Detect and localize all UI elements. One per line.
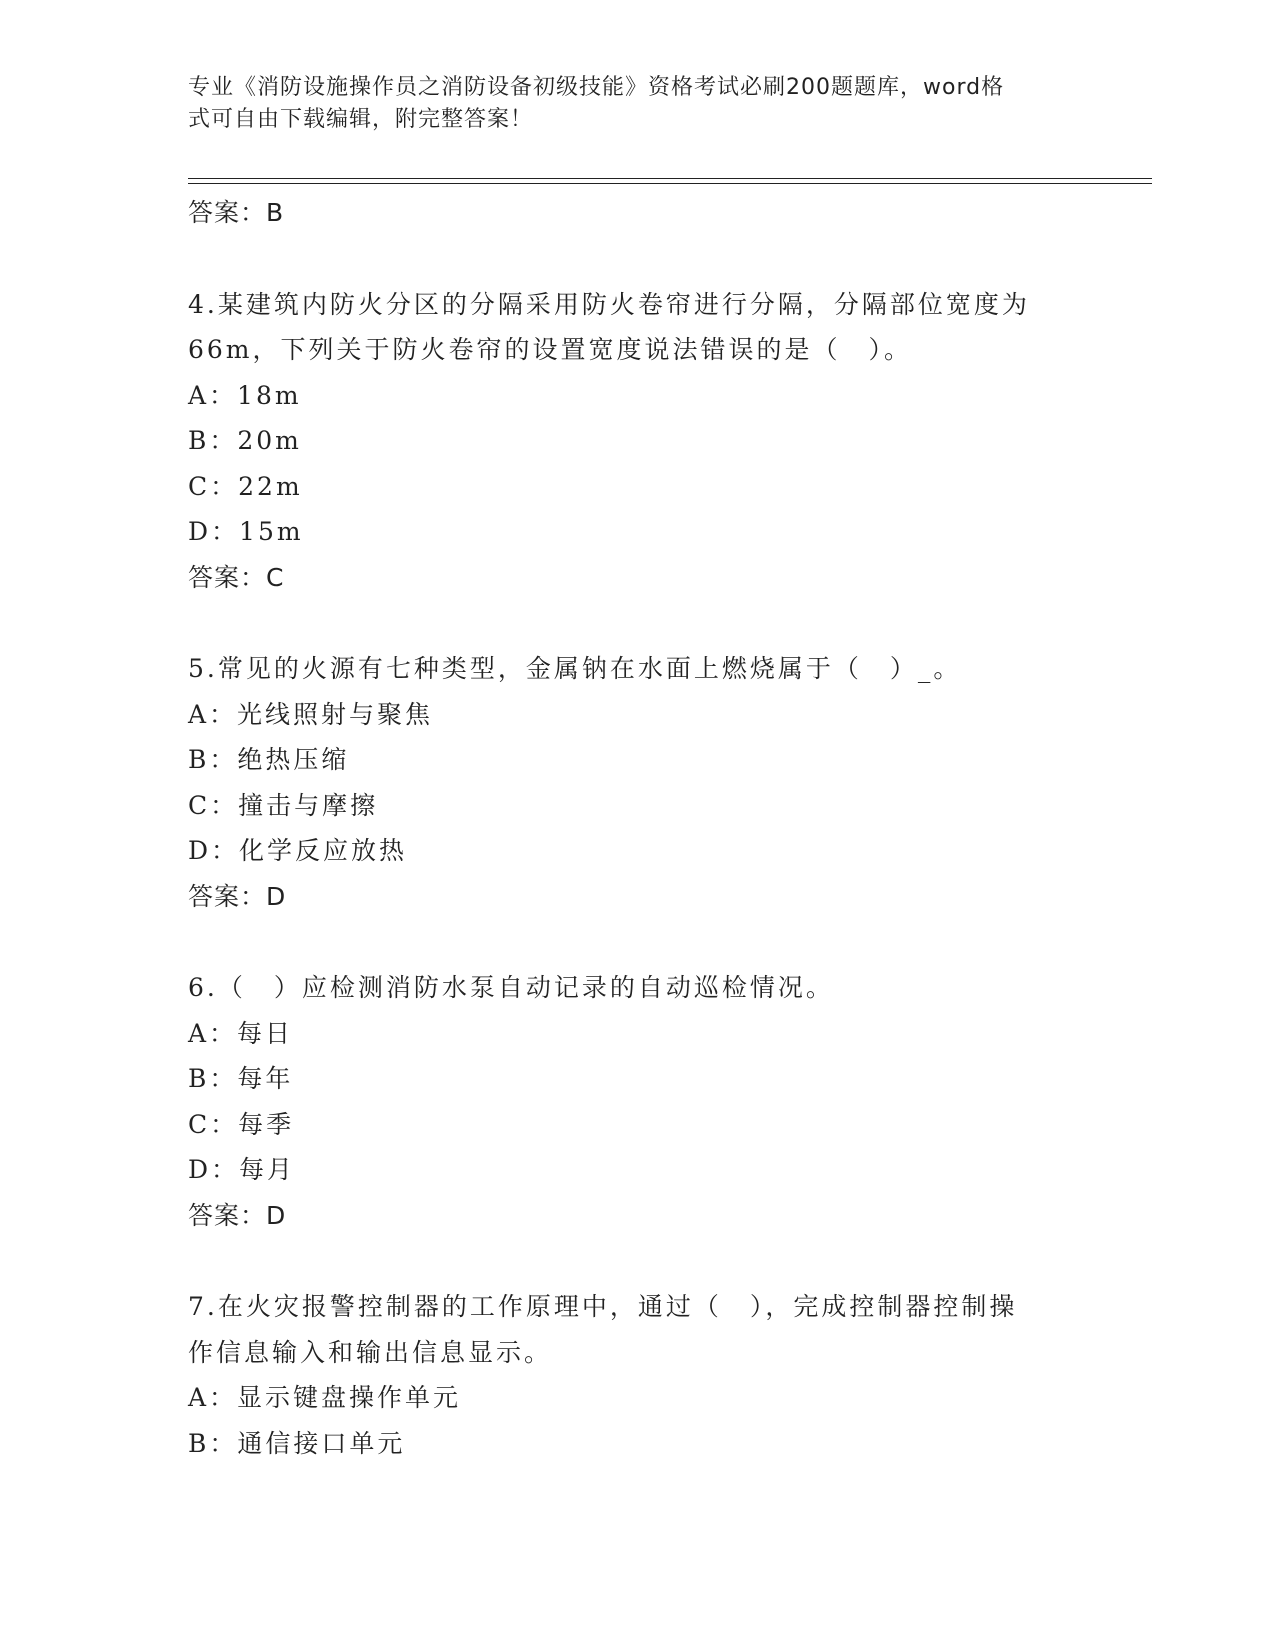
answer-line: 答案：D — [188, 1200, 287, 1230]
question-stem: 7.在火灾报警控制器的工作原理中，通过（ ），完成控制器控制操 — [188, 1292, 1018, 1321]
answer-line: 答案：D — [188, 881, 287, 911]
answer-line: 答案：C — [188, 562, 285, 592]
option-d: D：15m — [188, 517, 304, 546]
option-a: A：显示键盘操作单元 — [188, 1383, 462, 1412]
question-stem: 4.某建筑内防火分区的分隔采用防火卷帘进行分隔，分隔部位宽度为 — [188, 289, 1030, 319]
question-stem: 66m，下列关于防火卷帘的设置宽度说法错误的是（ ）。 — [188, 335, 913, 364]
answer-line: 答案：B — [188, 198, 285, 227]
header-line-1: 专业《消防设施操作员之消防设备初级技能》资格考试必刷200题题库，word格 — [188, 75, 1005, 100]
option-d: D：化学反应放热 — [188, 836, 408, 865]
option-b: B：每年 — [188, 1064, 294, 1093]
option-a: A：光线照射与聚焦 — [188, 699, 434, 729]
option-c: C：22m — [188, 471, 303, 501]
document-header — [188, 72, 1068, 136]
question-6 — [188, 965, 1088, 1238]
option-a: A：18m — [188, 380, 302, 410]
option-a: A：每日 — [188, 1018, 294, 1048]
header-divider-top — [188, 178, 1152, 179]
question-4 — [188, 282, 1088, 601]
question-5 — [188, 646, 1088, 919]
question-stem: 6.（ ）应检测消防水泵自动记录的自动巡检情况。 — [188, 973, 834, 1002]
option-c: C：撞击与摩擦 — [188, 790, 379, 820]
option-d: D：每月 — [188, 1155, 296, 1184]
header-divider-bottom — [188, 183, 1152, 184]
option-b: B：通信接口单元 — [188, 1428, 406, 1458]
question-stem: 5.常见的火源有七种类型，金属钠在水面上燃烧属于（ ）_。 — [188, 654, 962, 683]
question-stem: 作信息输入和输出信息显示。 — [188, 1337, 553, 1367]
option-b: B：绝热压缩 — [188, 745, 350, 774]
question-7 — [188, 1284, 1088, 1466]
document-body — [188, 190, 1088, 1466]
header-line-2: 式可自由下载编辑，附完整答案！ — [188, 107, 534, 132]
option-c: C：每季 — [188, 1109, 295, 1139]
option-b: B：20m — [188, 426, 302, 455]
